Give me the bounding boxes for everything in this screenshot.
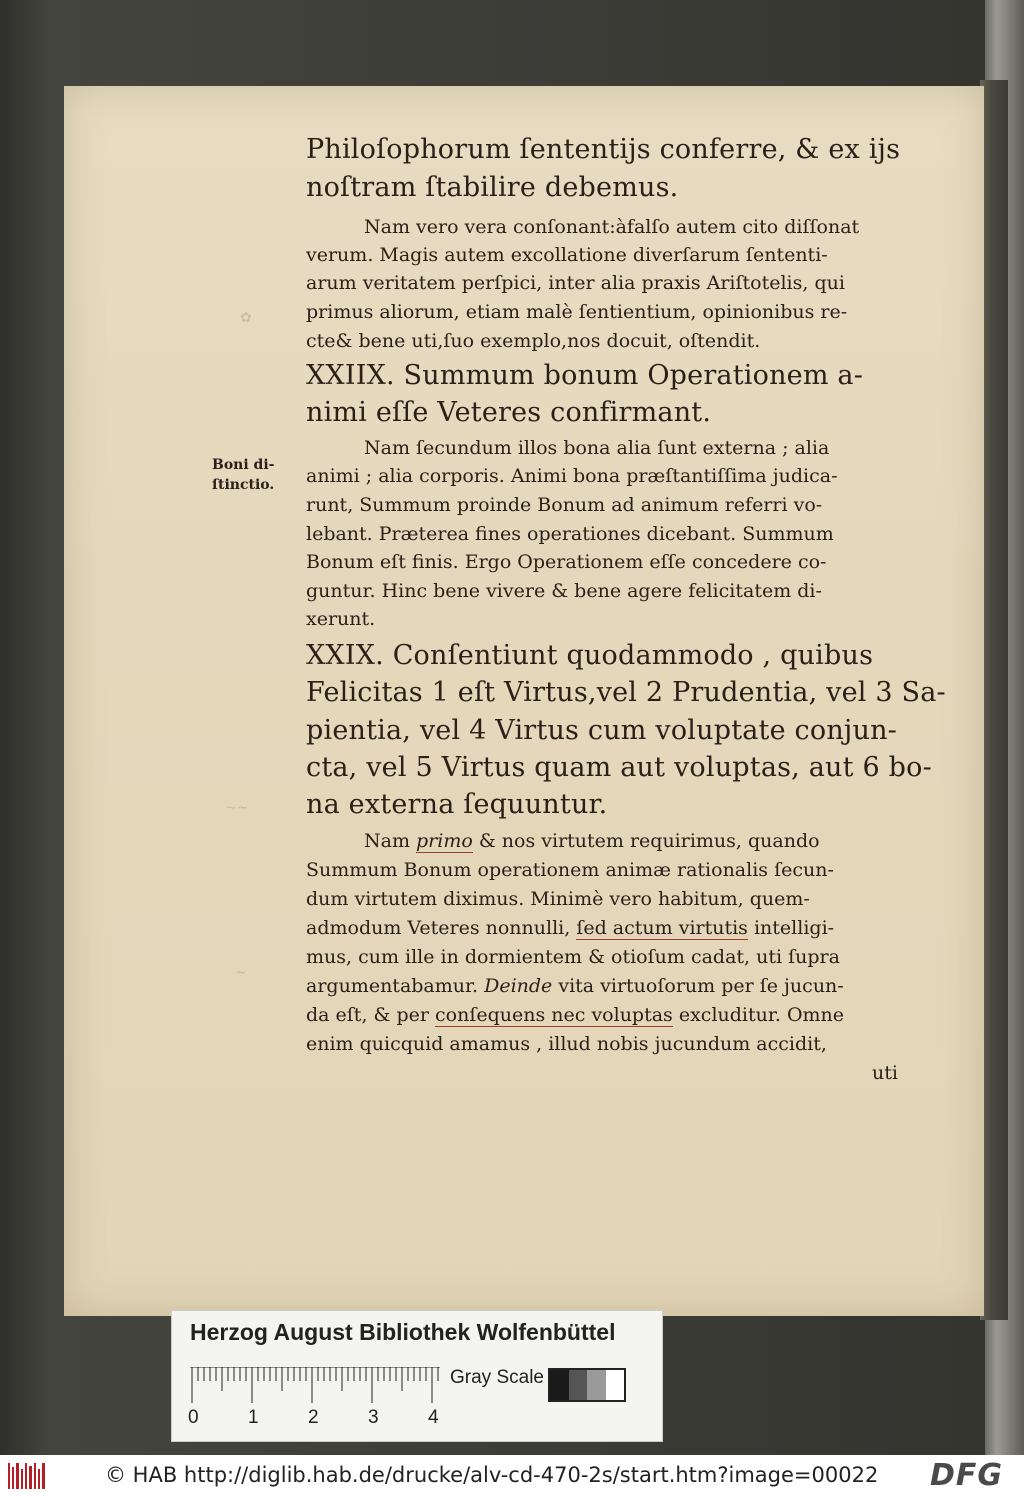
- para3-line: [306, 1004, 844, 1026]
- gray-scale-label: Gray Scale: [450, 1367, 544, 1388]
- dfg-logo: DFG: [930, 1458, 1004, 1493]
- gray-swatch: [569, 1370, 588, 1400]
- heading-line: Philoſophorum ſententijs conferre, & ex ijs: [306, 134, 901, 165]
- show-through-mark: ~~: [225, 800, 249, 816]
- gray-scale-bar: [548, 1368, 626, 1402]
- para3-line: enim quicquid amamus , illud nobis jucundum accidit,: [306, 1033, 827, 1055]
- para1-line: verum. Magis autem excollatione diverſarum ſententi-: [306, 244, 828, 266]
- para3-line: [306, 975, 844, 997]
- thesis-heading: cta, vel 5 Virtus quam aut voluptas, aut 6 bo-: [306, 752, 932, 783]
- ruler-number: 2: [308, 1407, 319, 1428]
- para3-text: admodum Veteres nonnulli,: [306, 917, 577, 939]
- para2-line: Bonum eſt finis. Ergo Operationem eſſe concedere co-: [306, 551, 827, 573]
- heading-line: noſtram ſtabilire debemus.: [306, 172, 679, 203]
- thesis-heading: pientia, vel 4 Virtus cum voluptate conjun-: [306, 715, 897, 746]
- para3-text: intelligi-: [747, 917, 835, 939]
- para3-line: [306, 917, 834, 939]
- margin-note-line: Boni di-: [212, 457, 275, 473]
- gray-swatch: [550, 1370, 569, 1400]
- para2-line: xerunt.: [306, 608, 376, 630]
- para1-line: arum veritatem perſpici, inter alia praxis Ariſtotelis, qui: [306, 272, 845, 294]
- para1-line: Nam vero vera conſonant:àfalſo autem cito diſſonat: [364, 216, 860, 238]
- para2-line: runt, Summum proinde Bonum ad animum referri vo-: [306, 494, 823, 516]
- margin-note: [212, 455, 274, 495]
- ruler-number: 4: [428, 1407, 439, 1428]
- page-edge: [980, 80, 1008, 1320]
- footer-bar: [0, 1455, 1024, 1498]
- para3-text: argumentabamur.: [306, 975, 485, 997]
- thesis-heading: nimi eſſe Veteres confirmant.: [306, 397, 712, 428]
- ruler-number: 0: [188, 1407, 199, 1428]
- ruler-number: 3: [368, 1407, 379, 1428]
- hab-logo-icon: [8, 1461, 48, 1491]
- para2-line: guntur. Hinc bene vivere & bene agere felicitatem di-: [306, 580, 822, 602]
- para3-text: da eſt, & per: [306, 1004, 436, 1026]
- para3-line: dum virtutem diximus. Minimè vero habitum, quem-: [306, 888, 810, 910]
- para3-text: & nos virtutem requirimus, quando: [472, 830, 820, 852]
- para3-line: mus, cum ille in dormientem & otioſum cadat, uti ſupra: [306, 946, 840, 968]
- para1-line: cte& bene uti,ſuo exemplo,nos docuit, oſtendit.: [306, 330, 761, 352]
- library-name: Herzog August Bibliothek Wolfenbüttel: [190, 1319, 616, 1345]
- underlined-text: conſequens nec voluptas: [435, 1004, 673, 1026]
- show-through-mark: ✿: [240, 310, 252, 326]
- library-scale-card: [171, 1310, 663, 1442]
- para3-text: Nam: [364, 830, 417, 852]
- thesis-heading: XXIIX. Summum bonum Operationem a-: [306, 360, 864, 391]
- catchword: uti: [872, 1062, 898, 1084]
- show-through-mark: ~: [235, 965, 247, 981]
- copyright-url[interactable]: © HAB http://diglib.hab.de/drucke/alv-cd-470-2s/start.htm?image=00022: [105, 1463, 879, 1487]
- para2-line: Nam ſecundum illos bona alia ſunt externa ; alia: [364, 437, 830, 459]
- emphasis-deinde: Deinde: [484, 975, 553, 997]
- para1-line: primus aliorum, etiam malè ſentientium, opinionibus re-: [306, 301, 848, 323]
- para3-text: excluditur. Omne: [672, 1004, 845, 1026]
- thesis-heading: XXIX. Conſentiunt quodammodo , quibus: [306, 640, 874, 671]
- para2-line: animi ; alia corporis. Animi bona præſtantiſſima judica-: [306, 465, 838, 487]
- margin-note-line: ſtinctio.: [212, 477, 275, 493]
- para3-line: [364, 830, 820, 852]
- gray-swatch: [606, 1370, 625, 1400]
- ruler-scale: [190, 1367, 440, 1407]
- ruler-number: 1: [248, 1407, 259, 1428]
- para2-line: lebant. Præterea fines operationes dicebant. Summum: [306, 523, 834, 545]
- thesis-heading: Felicitas 1 eſt Virtus,vel 2 Prudentia, vel 3 Sa-: [306, 677, 946, 708]
- para3-line: Summum Bonum operationem animæ rationalis ſecun-: [306, 859, 834, 881]
- para3-text: vita virtuoſorum per ſe jucun-: [552, 975, 844, 997]
- emphasis-primo: primo: [416, 830, 473, 852]
- underlined-text: ſed actum virtutis: [576, 917, 748, 939]
- gray-swatch: [587, 1370, 606, 1400]
- thesis-heading: na externa ſequuntur.: [306, 789, 608, 820]
